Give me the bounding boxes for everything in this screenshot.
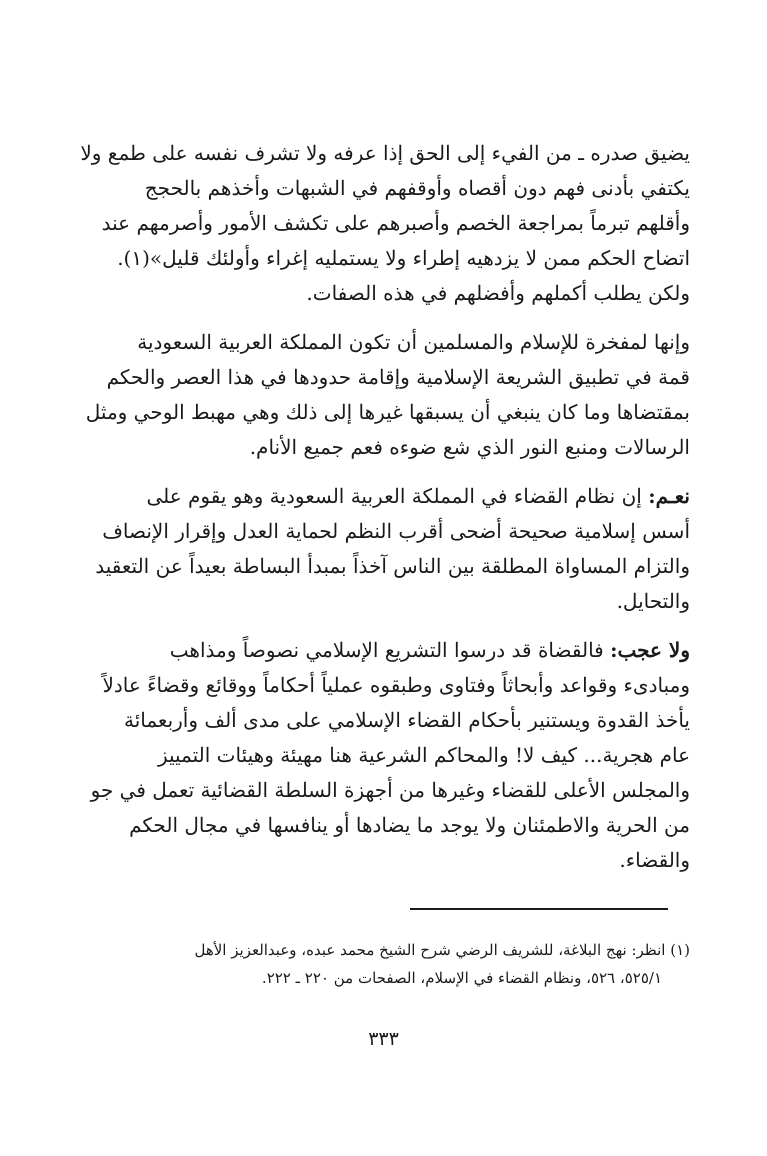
- text-line: الرسالات ومنبع النور الذي شع ضوءه فعم جميع الأنام.: [249, 435, 690, 459]
- text-line: والمجلس الأعلى للقضاء وغيرها من أجهزة السلطة القضائية تعمل في جو: [90, 778, 690, 802]
- text-line: أسس إسلامية صحيحة أضحى أقرب النظم لحماية العدل وإقرار الإنصاف: [102, 519, 690, 543]
- text-span: إن نظام القضاء في المملكة العربية السعودية وهو يقوم على: [146, 484, 649, 508]
- text-line: والتزام المساواة المطلقة بين الناس آخذاً بمبدأ البساطة بعيداً عن التعقيد: [95, 554, 690, 578]
- footnote-line: (١) انظر: نهج البلاغة، للشريف الرضي شرح الشيخ محمد عبده، وعبدالعزيز الأهل: [194, 941, 690, 959]
- footnote-divider: [410, 908, 668, 910]
- paragraph-4: [75, 633, 690, 878]
- text-line: [75, 479, 690, 514]
- footnote-line: ٥٢٥/١، ٥٢٦، ونظام القضاء في الإسلام، الصفحات من ٢٢٠ ـ ٢٢٢.: [261, 969, 662, 987]
- text-line: [75, 633, 690, 668]
- text-line: وإنها لمفخرة للإسلام والمسلمين أن تكون المملكة العربية السعودية: [137, 330, 690, 354]
- page-number: ٣٣٣: [368, 1028, 399, 1050]
- text-line: وأقلهم تبرماً بمراجعة الخصم وأصبرهم على تكشف الأمور وأصرمهم عند: [101, 211, 690, 235]
- text-line: يكتفي بأدنى فهم دون أقصاه وأوقفهم في الشبهات وأخذهم بالحجج: [144, 176, 690, 200]
- paragraph-2: [75, 325, 690, 465]
- text-line: عام هجرية... كيف لا! والمحاكم الشرعية هنا مهيئة وهيئات التمييز: [157, 743, 690, 767]
- text-span: فالقضاة قد درسوا التشريع الإسلامي نصوصاً ومذاهب: [169, 638, 611, 662]
- text-line: يأخذ القدوة ويستنير بأحكام القضاء الإسلامي على مدى ألف وأربعمائة: [123, 708, 690, 732]
- paragraph-lead: نعـم:: [648, 484, 690, 508]
- main-text: [75, 136, 690, 878]
- text-line: والتحايل.: [616, 589, 690, 613]
- text-line: بمقتضاها وما كان ينبغي أن يسبقها غيرها إلى ذلك وهي مهبط الوحي ومثل: [85, 400, 690, 424]
- paragraph-1: [75, 136, 690, 311]
- footnotes: [70, 936, 690, 992]
- text-line: قمة في تطبيق الشريعة الإسلامية وإقامة حدودها في هذا العصر والحكم: [106, 365, 690, 389]
- text-line: اتضاح الحكم ممن لا يزدهيه إطراء ولا يستمليه إغراء وأولئك قليل»(١).: [117, 246, 690, 270]
- text-line: والقضاء.: [619, 848, 690, 872]
- text-line: ولكن يطلب أكملهم وأفضلهم في هذه الصفات.: [306, 281, 690, 305]
- text-line: ومبادىء وقواعد وأبحاثاً وفتاوى وطبقوه عملياً أحكاماً ووقائع وقضاءً عادلاً: [102, 673, 690, 697]
- text-line: من الحرية والاطمئنان ولا يوجد ما يضادها أو ينافسها في مجال الحكم: [129, 813, 690, 837]
- text-line: يضيق صدره ـ من الفيء إلى الحق إذا عرفه ولا تشرف نفسه على طمع ولا: [80, 141, 690, 165]
- paragraph-3: [75, 479, 690, 619]
- paragraph-lead: ولا عجب:: [610, 638, 690, 662]
